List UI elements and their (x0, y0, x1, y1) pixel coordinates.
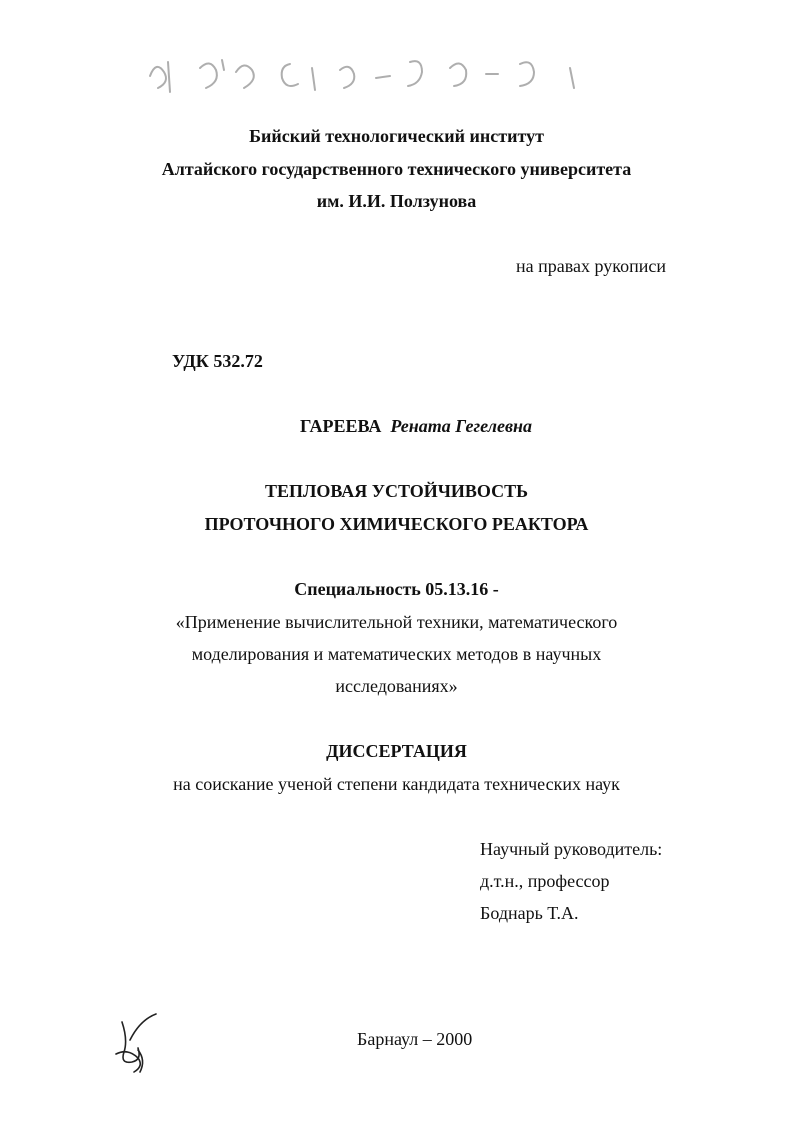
dissertation-heading: ДИССЕРТАЦИЯ (326, 741, 467, 761)
signature-mark (108, 1010, 168, 1080)
thesis-title-line-2: ПРОТОЧНОГО ХИМИЧЕСКОГО РЕАКТОРА (204, 514, 589, 534)
institution-line-2: Алтайского государственного технического университета (161, 159, 632, 179)
specialty-name-line-2: моделирования и математических методов в научных (191, 644, 602, 664)
specialty-name-line-1: «Применение вычислительной техники, математического (175, 612, 618, 632)
institution-line-1: Бийский технологический институт (249, 126, 544, 146)
dissertation-subheading: на соискание ученой степени кандидата технических наук (173, 774, 620, 794)
author-given-names: Рената Гегелевна (390, 416, 532, 436)
institution-line-3: им. И.И. Ползунова (316, 191, 477, 211)
supervisor-degree: д.т.н., профессор (480, 871, 610, 891)
author-name (300, 416, 532, 437)
udc-code: УДК 532.72 (172, 351, 263, 371)
handwritten-stamp (140, 38, 610, 108)
supervisor-name: Боднарь Т.А. (480, 903, 579, 923)
specialty-code: Специальность 05.13.16 - (294, 579, 499, 599)
thesis-title-line-1: ТЕПЛОВАЯ УСТОЙЧИВОСТЬ (264, 481, 529, 501)
place-and-year: Барнаул – 2000 (357, 1029, 473, 1049)
specialty-name-line-3: исследованиях» (335, 676, 458, 696)
rights-note: на правах рукописи (516, 256, 666, 276)
supervisor-label: Научный руководитель: (480, 839, 663, 859)
author-surname: ГАРЕЕВА (300, 416, 382, 436)
